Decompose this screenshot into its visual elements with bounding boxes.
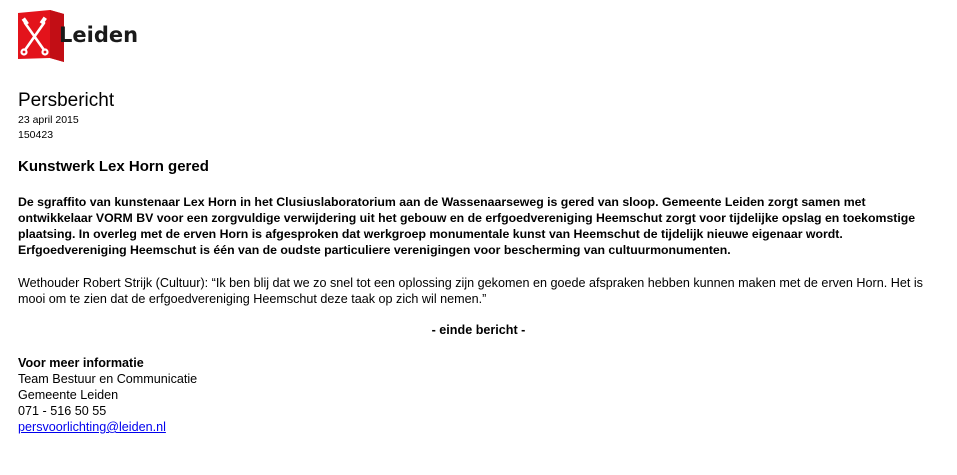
brand-name: Leiden [59,23,139,47]
lead-paragraph: De sgraffito van kunstenaar Lex Horn in het Clusiuslaboratorium aan de Wassenaarseweg is gered van sloop. Gemeente Leiden zorgt samen met ontwikkelaar VORM BV voor een zorgvuldige verwijdering uit het gebouw en de erfgoedvereniging Heemschut zorgt voor tijdelijke opslag en toekomstige plaatsing. In overleg met de erven Horn is afgesproken dat werkgroep monumentale kunst van Heemschut de tijdelijk nieuwe eigenaar wordt. Erfgoedvereniging Heemschut is één van de oudste particuliere verenigingen voor bescherming van cultuurmonumenten. [18,195,916,257]
contact-organisation: Gemeente Leiden [18,388,119,402]
contact-email-link[interactable]: persvoorlichting@leiden.nl [18,420,166,434]
quote-paragraph: Wethouder Robert Strijk (Cultuur): “Ik ben blij dat we zo snel tot een oplossing zijn gekomen en goede afspraken hebben kunnen maken met de erven Horn. Het is mooi om te zien dat de erfgoedvereniging Heemschut deze taak op zich wil nemen.” [18,276,923,306]
document-date: 23 april 2015 [18,114,79,126]
contact-heading: Voor meer informatie [18,356,144,370]
document-type: Persbericht [18,90,115,111]
headline: Kunstwerk Lex Horn gered [18,158,209,175]
contact-block [18,355,197,435]
end-marker: - einde bericht - [431,323,526,337]
contact-phone: 071 - 516 50 55 [18,404,107,418]
contact-team: Team Bestuur en Communicatie [18,372,198,386]
document-reference: 150423 [18,129,54,141]
